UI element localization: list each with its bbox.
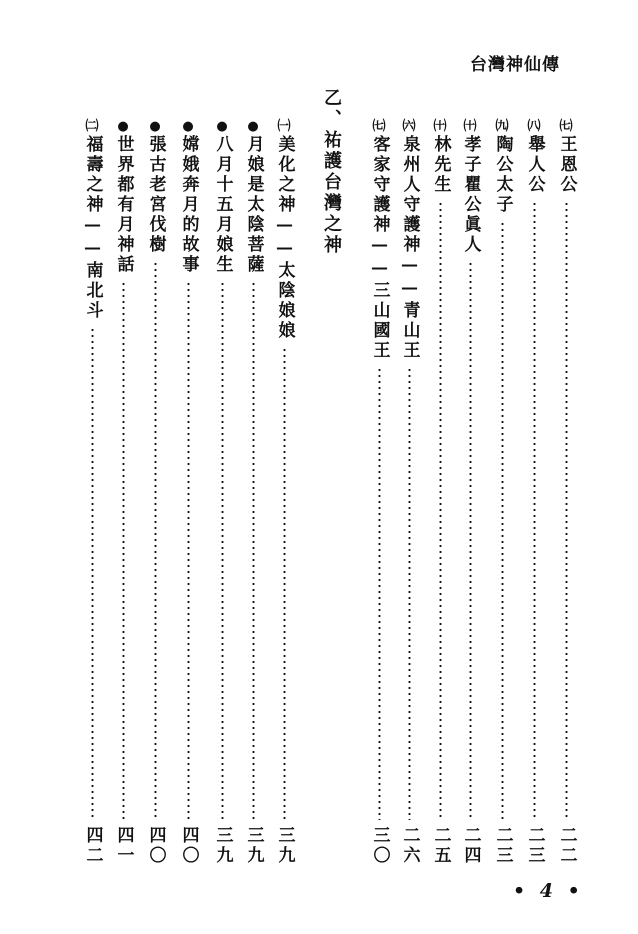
running-header: 台灣神仙傳: [470, 55, 560, 75]
entry-page: 三九: [212, 826, 233, 866]
toc-entry[interactable]: [111, 120, 135, 866]
entry-marker: ㈧: [527, 119, 541, 134]
entry-marker: ㈩: [463, 119, 477, 134]
entry-page: 四〇: [145, 826, 166, 866]
entry-marker: ㈠: [277, 119, 291, 134]
entry-page: 二四: [460, 826, 481, 866]
leader-dots: [187, 281, 190, 820]
section-heading: 乙、祐護台灣之神: [321, 88, 342, 256]
leader-dots: [565, 201, 568, 820]
entry-label: 泉州人守護神——青山王: [399, 135, 420, 361]
entry-page: 二三: [492, 826, 513, 866]
leader-dots: [154, 261, 157, 820]
leader-dots: [439, 201, 442, 820]
toc-entry[interactable]: [241, 120, 265, 866]
entry-label: 八月十五月娘生: [212, 135, 233, 275]
toc-entry[interactable]: [176, 120, 200, 866]
page-number: • 4 •: [513, 880, 584, 902]
toc-entry[interactable]: [80, 120, 104, 866]
entry-label: 嫦娥奔月的故事: [178, 135, 199, 275]
toc-entry[interactable]: [554, 120, 578, 866]
entry-marker: ㈩: [433, 119, 447, 134]
entry-label: 王恩公: [556, 135, 577, 195]
entry-page: 二三: [524, 826, 545, 866]
leader-dots: [469, 261, 472, 820]
leader-dots: [91, 327, 94, 820]
bullet-marker: ●: [182, 119, 194, 134]
entry-page: 二五: [430, 826, 451, 866]
entry-page: 三九: [243, 826, 264, 866]
leader-dots: [122, 281, 125, 820]
entry-page: 四一: [113, 826, 134, 866]
leader-dots: [252, 281, 255, 820]
entry-marker: ㈦: [372, 119, 386, 134]
entry-label: 陶公太子: [492, 135, 513, 215]
toc-entry[interactable]: [210, 120, 234, 866]
bullet-marker: ●: [216, 119, 228, 134]
entry-marker: ㈨: [495, 119, 509, 134]
entry-label: 世界都有月神話: [113, 135, 134, 275]
toc-entry[interactable]: [143, 120, 167, 866]
leader-dots: [408, 367, 411, 820]
leader-dots: [533, 201, 536, 820]
entry-label: 林先生: [430, 135, 451, 195]
entry-label: 福壽之神——南北斗: [82, 135, 103, 321]
entry-page: 四〇: [178, 826, 199, 866]
entry-marker: ㈥: [402, 119, 416, 134]
leader-dots: [378, 367, 381, 820]
bullet-marker: ●: [117, 119, 129, 134]
toc-entry[interactable]: [522, 120, 546, 866]
toc-entry[interactable]: [428, 120, 452, 866]
entry-page: 三九: [274, 826, 295, 866]
leader-dots: [501, 221, 504, 820]
entry-marker: ㈦: [559, 119, 573, 134]
entry-page: 二六: [399, 826, 420, 866]
entry-label: 客家守護神——三山國王: [369, 135, 390, 361]
entry-label: 孝子瞿公眞人: [460, 135, 481, 255]
toc-entry[interactable]: [272, 120, 296, 866]
toc-entry[interactable]: [397, 120, 421, 866]
toc-entry[interactable]: [367, 120, 391, 866]
entry-marker: ㈡: [85, 119, 99, 134]
bullet-marker: ●: [247, 119, 259, 134]
entry-label: 舉人公: [524, 135, 545, 195]
entry-label: 美化之神——太陰娘娘: [274, 135, 295, 341]
leader-dots: [221, 281, 224, 820]
entry-label: 月娘是太陰菩薩: [243, 135, 264, 275]
entry-page: 三〇: [369, 826, 390, 866]
entry-label: 張古老宮伐樹: [145, 135, 166, 255]
toc-entry[interactable]: [490, 120, 514, 866]
leader-dots: [283, 347, 286, 820]
entry-page: 二二: [556, 826, 577, 866]
bullet-marker: ●: [149, 119, 161, 134]
entry-page: 四二: [82, 826, 103, 866]
toc-entry[interactable]: [458, 120, 482, 866]
